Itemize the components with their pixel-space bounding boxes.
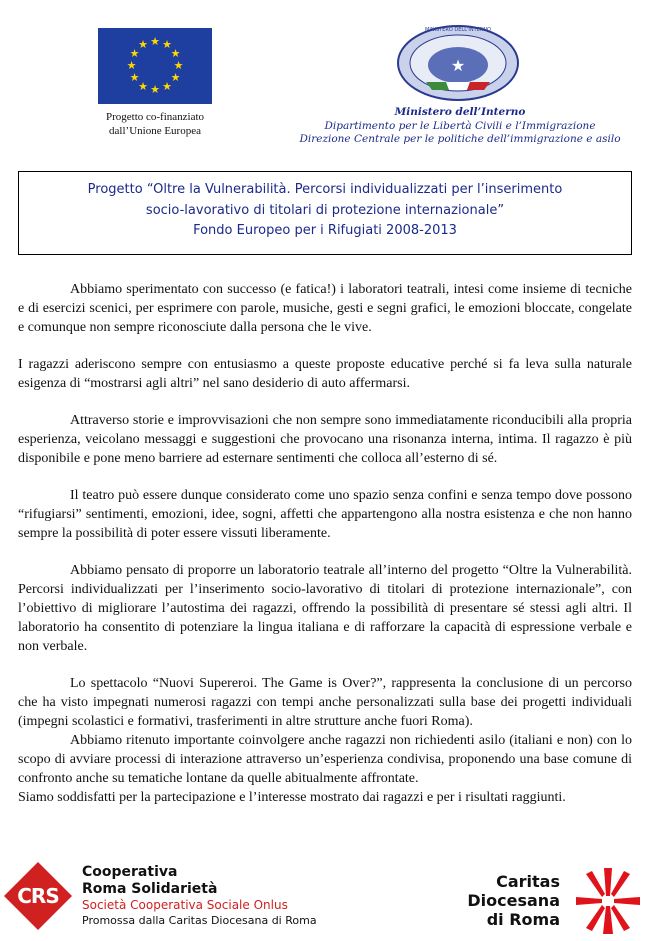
paragraph: Abbiamo pensato di proporre un laboratorio teatrale all’interno del progetto “Oltre la Vulnerabilità. Percorsi individualizzati per l’inserimento socio-lavorativo di titolari di protezione internazionale”, con l’obiettivo di migliorare l’autostima dei ragazzi, offrendo la possibilità di presentare sé stessi agli altri. Il laboratorio ha consentito di potenziare la lingua italiana e di rafforzare la capacità di espressione verbale e non verbale. — [18, 563, 632, 654]
eu-caption: Progetto co-finanziato dall’Unione Europea — [105, 111, 205, 137]
ministry-seal-text: MINISTERO DELL'INTERNO — [425, 27, 491, 33]
paragraph: Abbiamo sperimentato con successo (e fatica!) i laboratori teatrali, intesi come insieme di tecniche e di esercizi scenici, per esprimere con parole, musiche, gesti e segni grafici, le emozioni bloccate, congelate e comunque non sempre riconosciute dalla persona che le vive. — [18, 282, 632, 335]
paragraph: Siamo soddisfatti per la partecipazione e l’interesse mostrato dai ragazzi e per i risultati raggiunti. — [18, 790, 566, 805]
eu-flag — [98, 28, 212, 104]
ministry-name: Ministero dell’Interno — [394, 106, 526, 118]
svg-text:★: ★ — [126, 59, 137, 72]
svg-text:★: ★ — [138, 80, 148, 93]
project-title-box — [18, 171, 632, 255]
paragraph: I ragazzi aderiscono sempre con entusiasmo a queste proposte educative perché si fa leva sulla naturale esigenza di “mostrarsi agli altri” nel sano desiderio di auto affermarsi. — [18, 357, 632, 391]
coop-line-1: Cooperativa — [82, 864, 178, 880]
svg-text:★: ★ — [150, 35, 160, 48]
svg-text:★: ★ — [162, 80, 172, 93]
cooperative-info — [82, 864, 317, 928]
svg-text:★: ★ — [170, 71, 181, 84]
ministry-heading — [290, 106, 630, 147]
ministry-seal-icon — [396, 24, 520, 102]
fund-line: Fondo Europeo per i Rifugiati 2008-2013 — [193, 223, 457, 238]
caritas-cross-icon — [572, 866, 644, 936]
svg-text:★: ★ — [129, 71, 140, 84]
ministry-department: Dipartimento per le Libertà Civili e l’Immigrazione — [324, 119, 596, 132]
coop-name: Roma Solidarietà — [82, 881, 218, 897]
svg-text:★: ★ — [150, 83, 160, 96]
svg-text:★: ★ — [450, 56, 466, 75]
caritas-cross-logo — [572, 866, 644, 936]
body-text — [18, 280, 632, 807]
ministry-seal — [396, 24, 520, 102]
project-title-line-2: socio-lavorativo di titolari di protezione internazionale” — [145, 202, 505, 218]
eu-stars-icon — [98, 28, 212, 104]
caritas-name: Caritas Diocesana di Roma — [467, 872, 560, 929]
project-title-line-1: Progetto “Oltre la Vulnerabilità. Percorsi individualizzati per l’inserimento — [87, 182, 563, 197]
svg-text:★: ★ — [138, 38, 148, 51]
svg-text:★: ★ — [173, 59, 184, 72]
svg-text:★: ★ — [129, 47, 140, 60]
svg-text:★: ★ — [170, 47, 181, 60]
coop-type: Società Cooperativa Sociale Onlus — [82, 898, 288, 912]
ministry-direction: Direzione Centrale per le politiche dell’immigrazione e asilo — [299, 133, 621, 145]
svg-text:★: ★ — [162, 38, 172, 51]
paragraph: Il teatro può essere dunque considerato come uno spazio senza confini e senza tempo dove possono “rifugiarsi” sentimenti, emozioni, idee, sogni, affetti che appartengono alla nostra esistenza e che non hanno sempre la possibilità di poter essere vissuti liberamente. — [18, 488, 632, 541]
coop-promoter: Promossa dalla Caritas Diocesana di Roma — [82, 914, 317, 927]
crs-logo-text: CRS — [17, 884, 59, 908]
paragraph: Abbiamo ritenuto importante coinvolgere anche ragazzi non richiedenti asilo (italiani e non) con lo scopo di avviare processi di interazione attraverso un’esperienza condivisa, proponendo una base comune di confronto anche su tematiche lontane da quelle abitualmente affrontate. — [18, 733, 632, 786]
crs-logo — [2, 860, 74, 932]
paragraph: Attraverso storie e improvvisazioni che non sempre sono immediatamente riconducibili alla propria esperienza, veicolano messaggi e suggestioni che provocano una risonanza interna, intima. Il ragazzo è più disponibile e pone meno barriere ad esternare sentimenti che colloca all’esterno di sé. — [18, 413, 632, 466]
paragraph: Lo spettacolo “Nuovi Supereroi. The Game is Over?”, rappresenta la conclusione di un percorso che ha visto impegnati numerosi ragazzi con tempi anche personalizzati sulla base dei progetti individuali (impegni scolastici e formativi, trasferimenti in altre strutture anche fuori Roma). — [18, 676, 632, 729]
